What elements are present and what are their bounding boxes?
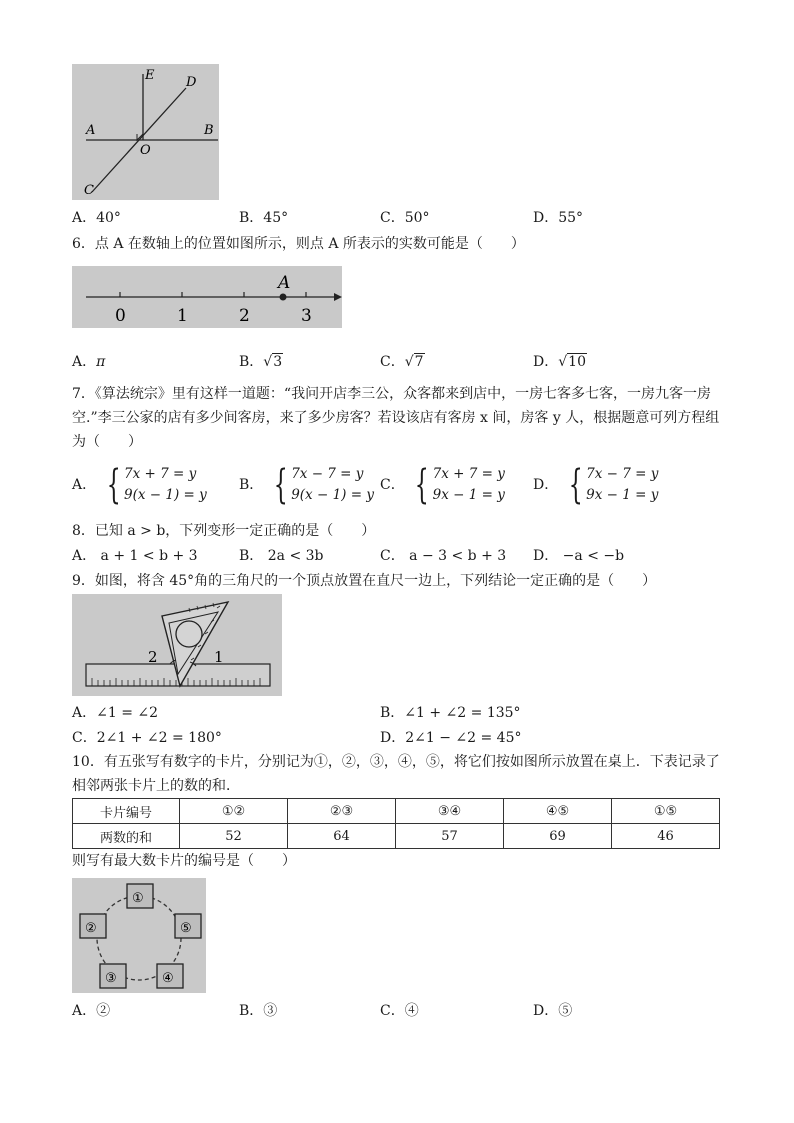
q8-option-a[interactable]: A． a + 1 < b + 3 [72, 548, 198, 564]
table-cell: 46 [612, 824, 720, 849]
q6-number-line-figure [72, 266, 342, 328]
sqrt-symbol: √3 [263, 354, 283, 370]
option-label: D． [533, 354, 559, 370]
equation-row: 9(x − 1) = y [291, 487, 374, 503]
option-value: π [96, 354, 106, 370]
equation-system: { 7x + 7 = y 9(x − 1) = y [106, 462, 207, 508]
equation-row: 7x + 7 = y [432, 466, 505, 482]
q7-option-a[interactable] [72, 464, 207, 506]
equation-row: 9x − 1 = y [586, 487, 659, 503]
equation-row: 7x − 7 = y [291, 466, 364, 482]
angle-2-label: 2 [148, 648, 158, 666]
q5-option-a[interactable]: A．40° [72, 210, 121, 226]
label-d: D [186, 75, 197, 90]
q9-option-d[interactable]: D．2∠1 − ∠2 = 45° [380, 730, 522, 746]
table-cell: ②③ [288, 799, 396, 824]
q7-option-c[interactable] [380, 464, 505, 506]
option-label: A． [72, 354, 97, 370]
q5-option-b[interactable]: B．45° [239, 210, 289, 226]
q5-option-d[interactable]: D．55° [533, 210, 584, 226]
equation-row: 7x + 7 = y [124, 466, 197, 482]
table-cell: 64 [288, 824, 396, 849]
q6-option-b[interactable] [239, 352, 283, 372]
option-label: B． [239, 477, 264, 493]
radicand: 10 [568, 354, 586, 370]
label-c: C [84, 183, 94, 198]
q10-stem-line3: 则写有最大数卡片的编号是（ ） [72, 853, 296, 869]
card-2: ② [85, 921, 97, 936]
sqrt-symbol: √10 [558, 354, 586, 370]
radicand: 3 [273, 354, 283, 370]
option-label: D． [533, 477, 559, 493]
q7-option-d[interactable] [533, 464, 658, 506]
q10-cards-figure [72, 878, 206, 993]
card-5: ⑤ [180, 921, 192, 936]
table-cell: 两数的和 [73, 824, 180, 849]
table-cell: ①② [180, 799, 288, 824]
q10-option-a[interactable]: A．② [72, 1003, 111, 1019]
table-cell: 57 [396, 824, 504, 849]
table-cell: 52 [180, 824, 288, 849]
option-label: A． [72, 477, 97, 493]
q6-option-d[interactable] [533, 352, 587, 372]
table-cell: ①⑤ [612, 799, 720, 824]
equation-row: 9(x − 1) = y [124, 487, 207, 503]
card-4: ④ [162, 971, 174, 986]
tick-3: 3 [301, 306, 312, 326]
tick-2: 2 [239, 306, 250, 326]
q7-stem-line1: 7．《算法统宗》里有这样一道题：“我问开店李三公，众客都来到店中，一房七客多七客，一房九客一房 [72, 386, 712, 402]
card-1: ① [132, 891, 144, 906]
label-e: E [145, 68, 155, 83]
q8-stem: 8．已知 a > b，下列变形一定正确的是（ ） [72, 523, 376, 539]
tick-1: 1 [177, 306, 188, 326]
equation-system: { 7x − 7 = y 9x − 1 = y [568, 462, 659, 508]
radicand: 7 [414, 354, 424, 370]
q10-option-b[interactable]: B．③ [239, 1003, 278, 1019]
q7-option-b[interactable] [239, 464, 374, 506]
point-a-label: A [278, 273, 291, 293]
q9-stem: 9．如图，将含 45°角的三角尺的一个顶点放置在直尺一边上，下列结论一定正确的是（ ） [72, 573, 657, 589]
sums-table [72, 798, 720, 849]
table-cell: ④⑤ [504, 799, 612, 824]
q6-option-a[interactable] [72, 352, 105, 372]
q5-figure [72, 64, 219, 200]
table-row [73, 799, 720, 824]
label-o: O [140, 143, 151, 158]
q5-option-c[interactable]: C．50° [380, 210, 430, 226]
card-3: ③ [105, 971, 117, 986]
q9-option-c[interactable]: C．2∠1 + ∠2 = 180° [72, 730, 222, 746]
table-row [73, 824, 720, 849]
sqrt-symbol: √7 [404, 354, 424, 370]
equation-system: { 7x + 7 = y 9x − 1 = y [414, 462, 505, 508]
tick-0: 0 [115, 306, 126, 326]
q7-stem-line2: 空.”李三公家的店有多少间客房，来了多少房客？若设该店有客房 x 间，房客 y 人，根据题意可列方程组 [72, 410, 720, 426]
label-a: A [86, 123, 96, 138]
q10-option-d[interactable]: D．⑤ [533, 1003, 573, 1019]
table-cell: ③④ [396, 799, 504, 824]
table-cell: 卡片编号 [73, 799, 180, 824]
q10-stem-line2: 相邻两张卡片上的数的和． [72, 778, 240, 794]
q9-option-a[interactable]: A．∠1 = ∠2 [72, 705, 159, 721]
equation-row: 9x − 1 = y [432, 487, 505, 503]
angle-1-label: 1 [214, 648, 224, 666]
q9-figure [72, 594, 282, 696]
option-label: C． [380, 477, 405, 493]
q7-stem-line3: 为（ ） [72, 434, 142, 450]
q8-option-c[interactable]: C． a − 3 < b + 3 [380, 548, 507, 564]
equation-system: { 7x − 7 = y 9(x − 1) = y [273, 462, 374, 508]
q9-option-b[interactable]: B．∠1 + ∠2 = 135° [380, 705, 521, 721]
q6-stem: 6．点 A 在数轴上的位置如图所示，则点 A 所表示的实数可能是（ ） [72, 236, 525, 252]
option-label: C． [380, 354, 405, 370]
q6-option-c[interactable] [380, 352, 425, 372]
option-label: B． [239, 354, 264, 370]
label-b: B [204, 123, 214, 138]
q8-option-b[interactable]: B． 2a < 3b [239, 548, 324, 564]
table-cell: 69 [504, 824, 612, 849]
q10-stem-line1: 10．有五张写有数字的卡片，分别记为①，②，③，④，⑤，将它们按如图所示放置在桌上．下表记录了 [72, 754, 720, 770]
q10-option-c[interactable]: C．④ [380, 1003, 419, 1019]
q8-option-d[interactable]: D． −a < −b [533, 548, 625, 564]
equation-row: 7x − 7 = y [586, 466, 659, 482]
